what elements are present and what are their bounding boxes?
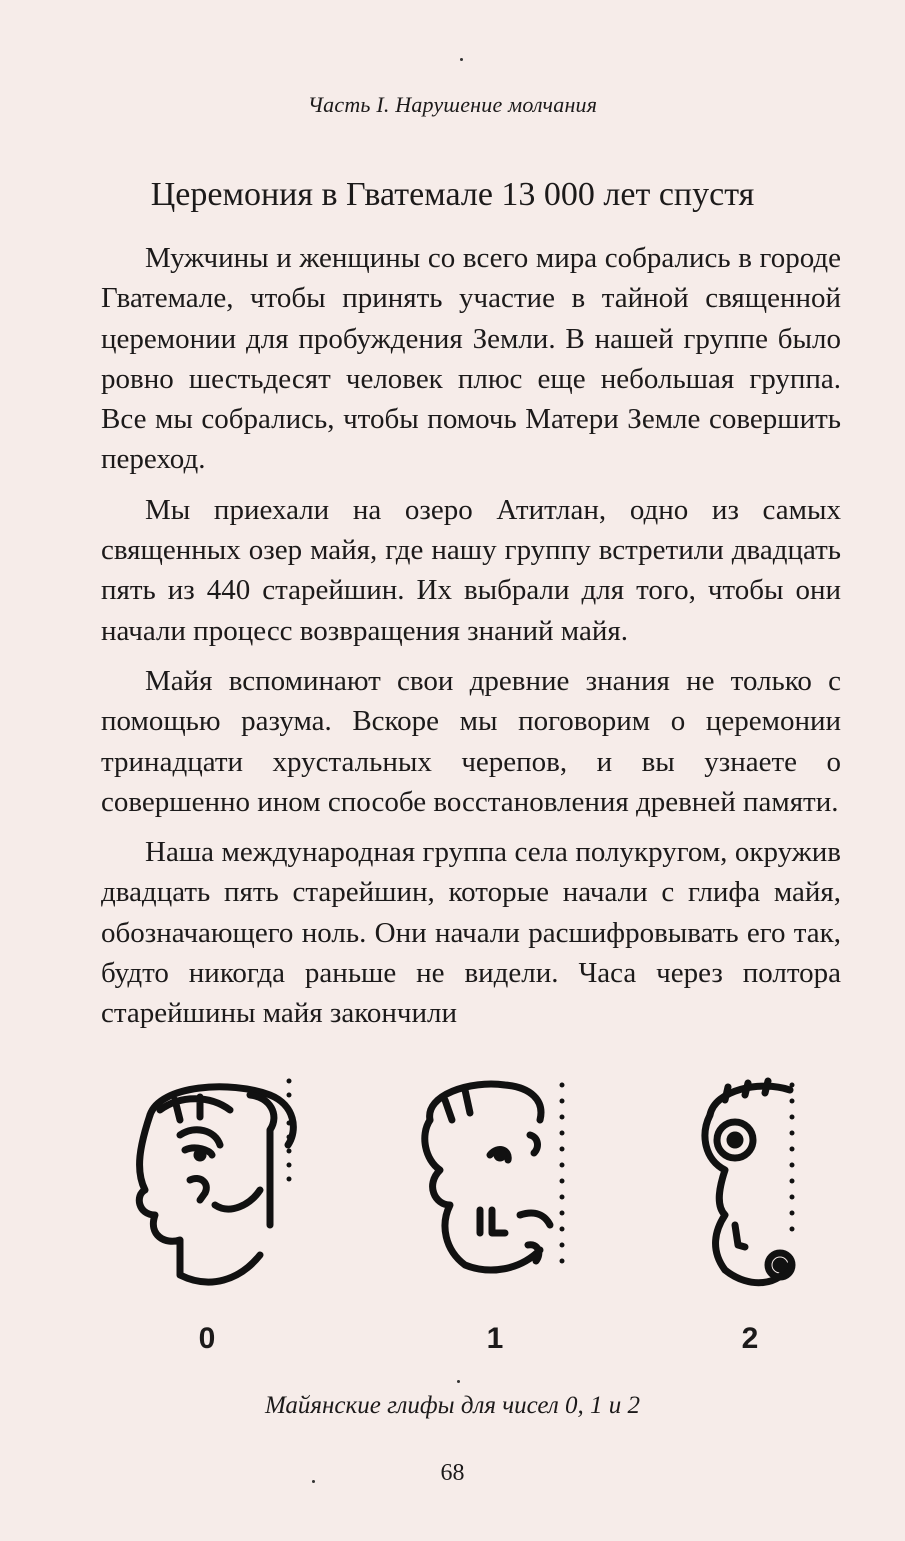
dotted-line-icon [556,1075,568,1275]
paragraph: Наша международная группа села полукругом, окружив двадцать пять старейшин, которые начали с глифа майя, обозначающего ноль. Они начали расшифровывать его так, будто никогда раньше не видели. Часа через полтора старейшины майя закончили [101,836,841,1030]
running-head: Часть I. Нарушение молчания [307,92,598,117]
paragraph: Майя вспоминают свои древние знания не только с помощью разума. Вскоре мы поговорим о церемонии тринадцати хрустальных черепов, и вы узнаете о совершенно ином способе восстановления древней памяти. [101,664,841,818]
print-speck [460,58,463,61]
dotted-line-icon [786,1075,798,1255]
maya-glyph-zero-icon [120,1075,310,1315]
maya-glyph-two-icon [690,1075,820,1315]
body-text [101,238,841,1034]
section-title: Церемония в Гватемале 13 000 лет спустя [150,176,755,213]
paragraph: Мужчины и женщины со всего мира собрались в городе Гватемале, чтобы принять участие в тайной священной церемонии для пробуждения Земли. В нашей группе было ровно шестьдесят человек плюс еще небольшая группа. Все мы собрались, чтобы помочь Матери Земле совершить переход. [101,242,841,476]
dotted-line-icon [283,1075,295,1195]
paragraph: Мы приехали на озеро Атитлан, одно из самых священных озер майя, где нашу группу встретили двадцать пять из 440 старейшин. Их выбрали для того, чтобы они начали процесс возвращения знаний майя. [101,493,841,647]
maya-glyph-one-icon [410,1075,580,1315]
glyph-label-zero: 0 [198,1322,216,1355]
glyph-label-one: 1 [486,1322,504,1355]
page-number: 68 [440,1460,465,1486]
figure-caption: Майянские глифы для чисел 0, 1 и 2 [264,1392,641,1419]
print-speck [457,1380,460,1383]
glyph-label-two: 2 [741,1322,759,1355]
